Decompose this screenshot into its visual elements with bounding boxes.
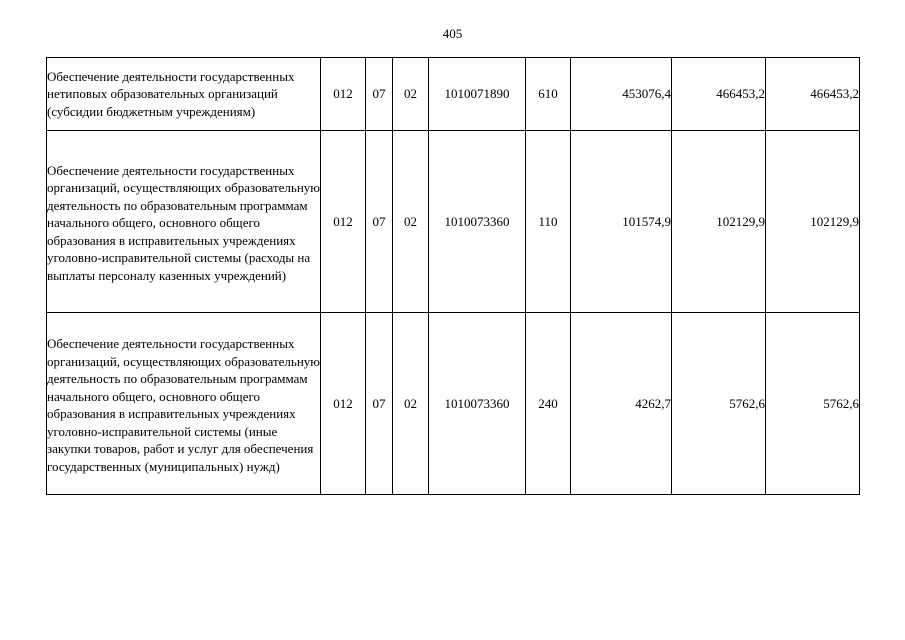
ministry-code: 012 (321, 58, 366, 131)
table-row (47, 131, 860, 313)
ministry-code: 012 (321, 131, 366, 313)
section-code: 07 (366, 58, 393, 131)
expense-type-code: 110 (526, 131, 571, 313)
amount-cell: 102129,9 (672, 131, 766, 313)
table-row (47, 313, 860, 495)
amount-cell: 5762,6 (766, 313, 860, 495)
subsection-code: 02 (393, 58, 429, 131)
target-article-code: 1010073360 (429, 131, 526, 313)
amount-cell: 453076,4 (571, 58, 672, 131)
row-description: Обеспечение деятельности государственных организаций, осуществляющих образовательную деятельность по образовательным программам начального общего, основного общего образования в исправительных учреждениях уголовно-исправительной системы (иные закупки товаров, работ и услуг для обеспечения государственных (муниципальных) нужд) (47, 313, 321, 495)
target-article-code: 1010071890 (429, 58, 526, 131)
expense-type-code: 240 (526, 313, 571, 495)
amount-cell: 102129,9 (766, 131, 860, 313)
row-description: Обеспечение деятельности государственных нетиповых образовательных организаций (субсидии бюджетным учреждениям) (47, 58, 321, 131)
table-row (47, 58, 860, 131)
target-article-code: 1010073360 (429, 313, 526, 495)
expense-type-code: 610 (526, 58, 571, 131)
row-description: Обеспечение деятельности государственных организаций, осуществляющих образовательную деятельность по образовательным программам начального общего, основного общего образования в исправительных учреждениях уголовно-исправительной системы (расходы на выплаты персоналу казенных учреждений) (47, 131, 321, 313)
amount-cell: 4262,7 (571, 313, 672, 495)
budget-table (46, 57, 860, 495)
amount-cell: 101574,9 (571, 131, 672, 313)
subsection-code: 02 (393, 313, 429, 495)
amount-cell: 5762,6 (672, 313, 766, 495)
ministry-code: 012 (321, 313, 366, 495)
section-code: 07 (366, 131, 393, 313)
amount-cell: 466453,2 (672, 58, 766, 131)
subsection-code: 02 (393, 131, 429, 313)
page-number: 405 (442, 26, 463, 41)
section-code: 07 (366, 313, 393, 495)
amount-cell: 466453,2 (766, 58, 860, 131)
